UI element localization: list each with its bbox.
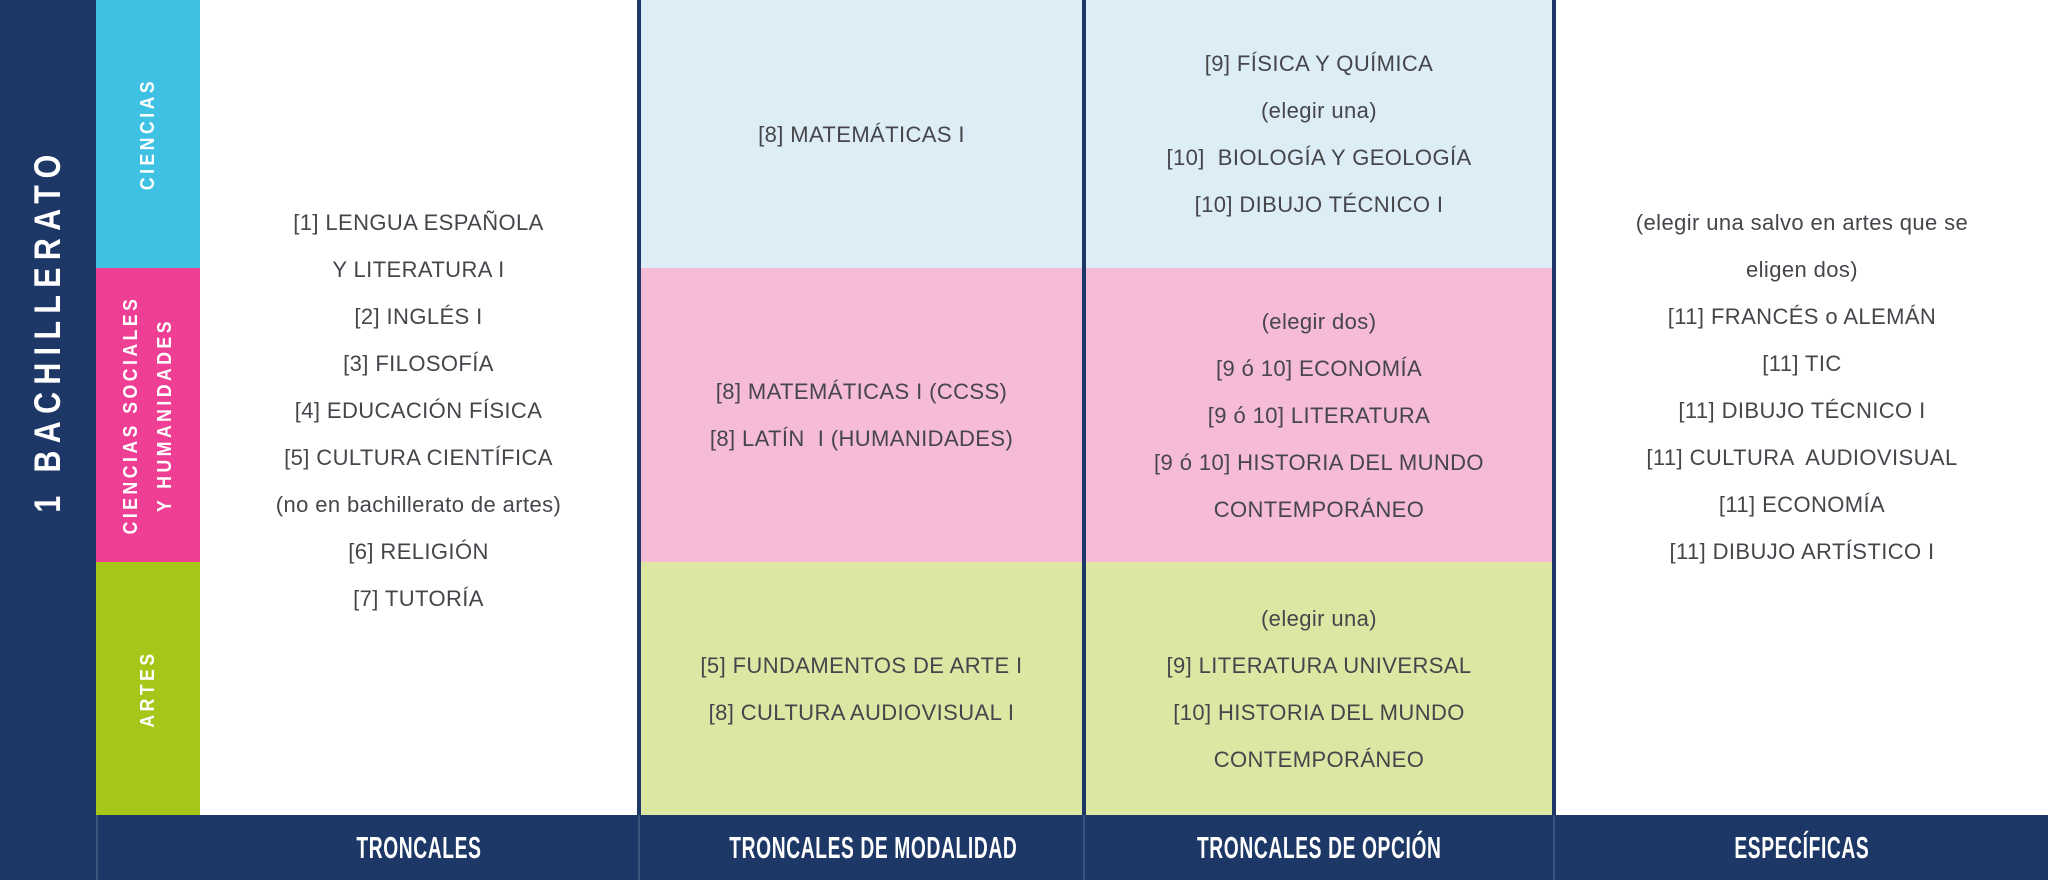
subject-line: Y LITERATURA I bbox=[332, 257, 505, 282]
subject-line: [11] ECONOMÍA bbox=[1718, 492, 1886, 517]
footer-troncales bbox=[200, 815, 637, 880]
footer-seam bbox=[96, 815, 98, 880]
subject-line: [5] FUNDAMENTOS DE ARTE I bbox=[700, 652, 1023, 678]
subject-line: (elegir una) bbox=[1260, 605, 1378, 631]
track-ciencias bbox=[96, 0, 200, 268]
footer-troncales-label: TRONCALES bbox=[355, 830, 482, 865]
modalidad-artes-cell bbox=[641, 562, 1082, 815]
footer-seam bbox=[1553, 815, 1555, 880]
subject-line: [11] TIC bbox=[1762, 351, 1842, 376]
track-sociales-label-line2: Y HUMANIDADES bbox=[154, 317, 176, 513]
subject-line: [8] MATEMÁTICAS I bbox=[758, 121, 965, 147]
subject-line: (elegir dos) bbox=[1261, 308, 1377, 334]
footer-seam bbox=[1083, 815, 1085, 880]
subject-line: [7] TUTORÍA bbox=[353, 586, 484, 611]
track-ciencias-label: CIENCIAS bbox=[137, 77, 159, 191]
subject-line: [5] CULTURA CIENTÍFICA bbox=[284, 445, 553, 470]
subject-line: [9 ó 10] ECONOMÍA bbox=[1215, 355, 1423, 381]
subject-line: [11] DIBUJO ARTÍSTICO I bbox=[1669, 539, 1935, 564]
subject-line: [2] INGLÉS I bbox=[354, 304, 483, 329]
track-artes bbox=[96, 562, 200, 815]
footer-troncales-de-opcion bbox=[1086, 815, 1552, 880]
subject-line: (elegir una) bbox=[1260, 98, 1378, 123]
level-title: 1 BACHILLERATO bbox=[27, 147, 68, 513]
subject-line: [4] EDUCACIÓN FÍSICA bbox=[294, 398, 543, 423]
subject-line: [9] FÍSICA Y QUÍMICA bbox=[1204, 51, 1434, 76]
modalidad-sociales-cell bbox=[641, 268, 1082, 562]
subject-line: [6] RELIGIÓN bbox=[348, 539, 489, 564]
column-troncales bbox=[200, 0, 637, 815]
subject-line: (elegir una salvo en artes que se bbox=[1635, 210, 1969, 235]
subject-line: [11] CULTURA AUDIOVISUAL bbox=[1646, 445, 1958, 470]
column-especificas bbox=[1556, 0, 2048, 815]
opcion-ciencias-cell bbox=[1086, 0, 1552, 268]
subject-line: [9 ó 10] HISTORIA DEL MUNDO bbox=[1154, 449, 1484, 475]
subject-line: [8] CULTURA AUDIOVISUAL I bbox=[708, 699, 1015, 725]
footer-seam bbox=[638, 815, 640, 880]
subject-line: CONTEMPORÁNEO bbox=[1213, 746, 1425, 772]
subject-line: (no en bachillerato de artes) bbox=[275, 492, 562, 517]
subject-line: eligen dos) bbox=[1745, 257, 1859, 282]
modalidad-ciencias-cell bbox=[641, 0, 1082, 268]
footer-troncales-de-modalidad bbox=[641, 815, 1082, 880]
level-rail bbox=[0, 0, 96, 880]
subject-line: [11] FRANCÉS o ALEMÁN bbox=[1667, 304, 1937, 329]
subject-line: [9] LITERATURA UNIVERSAL bbox=[1166, 652, 1472, 678]
subject-line: [8] LATÍN I (HUMANIDADES) bbox=[709, 426, 1014, 451]
track-artes-label: ARTES bbox=[137, 649, 159, 728]
subject-line: [10] DIBUJO TÉCNICO I bbox=[1194, 192, 1444, 217]
footer-especificas bbox=[1556, 815, 2048, 880]
opcion-sociales-cell bbox=[1086, 268, 1552, 562]
subject-line: [9 ó 10] LITERATURA bbox=[1207, 402, 1431, 428]
track-sociales bbox=[96, 268, 200, 562]
track-strip bbox=[96, 0, 200, 815]
track-sociales-label-line1: CIENCIAS SOCIALES bbox=[120, 295, 142, 535]
subject-line: [10] BIOLOGÍA Y GEOLOGÍA bbox=[1166, 145, 1472, 170]
subject-line: [10] HISTORIA DEL MUNDO bbox=[1173, 699, 1465, 725]
subject-line: CONTEMPORÁNEO bbox=[1213, 496, 1425, 522]
column-troncales-de-modalidad bbox=[641, 0, 1082, 815]
column-troncales-de-opcion bbox=[1086, 0, 1552, 815]
track-sociales-label bbox=[114, 296, 182, 535]
opcion-artes-cell bbox=[1086, 562, 1552, 815]
footer-troncales-de-modalidad-label: TRONCALES DE MODALIDAD bbox=[729, 830, 1018, 865]
subject-line: [8] MATEMÁTICAS I (CCSS) bbox=[715, 379, 1008, 404]
footer-troncales-de-opcion-label: TRONCALES DE OPCIÓN bbox=[1196, 830, 1442, 865]
subject-line: [11] DIBUJO TÉCNICO I bbox=[1678, 398, 1926, 423]
subject-line: [3] FILOSOFÍA bbox=[343, 351, 494, 376]
footer-especificas-label: ESPECÍFICAS bbox=[1734, 830, 1870, 865]
subject-line: [1] LENGUA ESPAÑOLA bbox=[293, 210, 544, 235]
category-footer-bar bbox=[0, 815, 2048, 880]
